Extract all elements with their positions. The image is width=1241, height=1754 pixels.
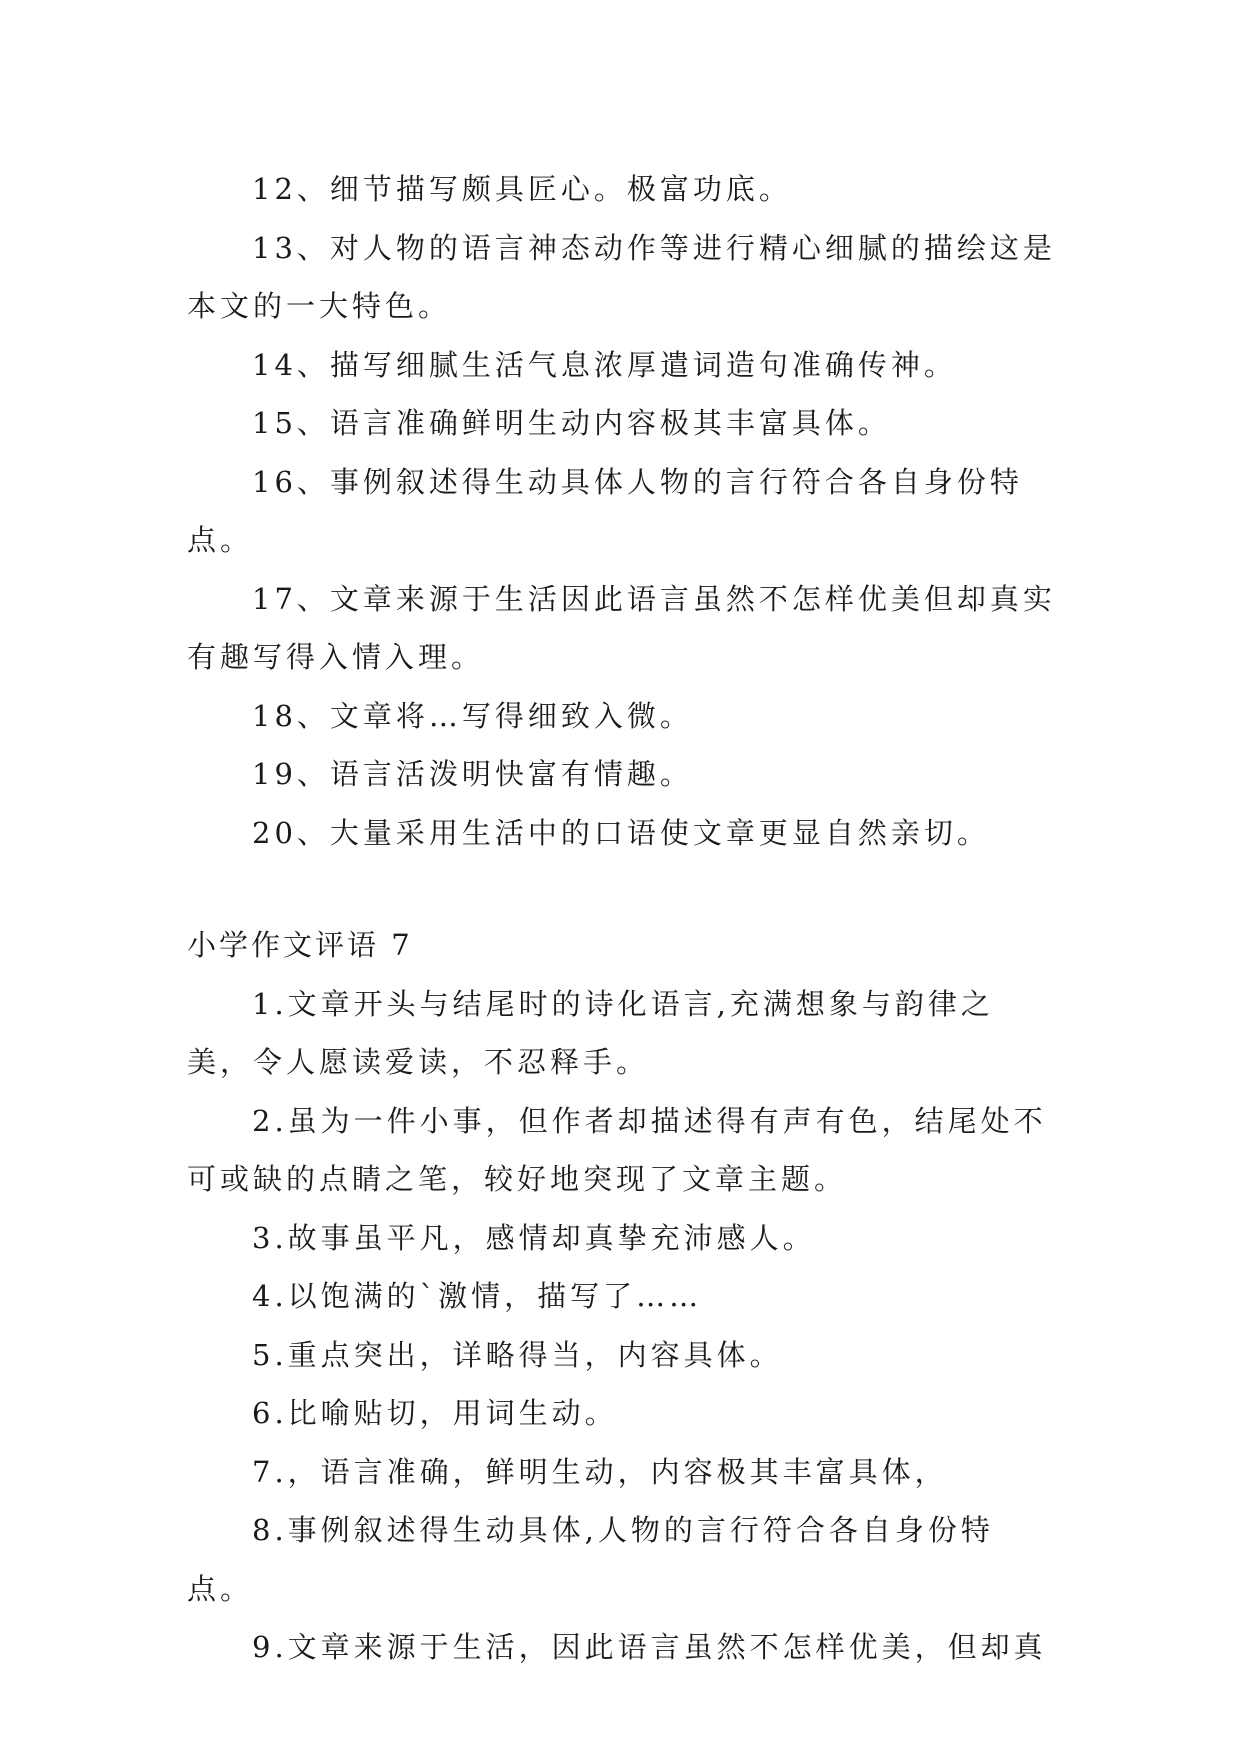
comment-item-7: 7.，语言准确，鲜明生动，内容极其丰富具体， — [252, 1454, 948, 1489]
list-item-16: 16、事例叙述得生动具体人物的言行符合各自身份特点。 — [187, 464, 1023, 557]
comment-item-3: 3.故事虽平凡，感情却真挚充沛感人。 — [252, 1220, 816, 1255]
comment-item-6: 6.比喻贴切，用词生动。 — [252, 1396, 618, 1430]
list-item-20: 20、大量采用生活中的口语使文章更显自然亲切。 — [252, 815, 990, 850]
list-item-13: 13、对人物的语言神态动作等进行精心细腻的描绘这是本文的一大特色。 — [187, 230, 1056, 323]
document-body — [187, 160, 1057, 1677]
section-gap — [187, 862, 1057, 916]
list-item-17: 17、文章来源于生活因此语言虽然不怎样优美但却真实有趣写得入情入理。 — [187, 581, 1056, 674]
list-item-12: 12、细节描写颇具匠心。极富功底。 — [252, 172, 792, 206]
comment-item-8: 8.事例叙述得生动具体,人物的言行符合各自身份特点。 — [187, 1513, 994, 1606]
comment-item-4: 4.以饱满的`激情，描写了…… — [252, 1279, 703, 1313]
list-item-18: 18、文章将…写得细致入微。 — [252, 698, 693, 733]
list-item-15: 15、语言准确鲜明生动内容极其丰富具体。 — [252, 406, 891, 440]
comment-item-5: 5.重点突出，详略得当，内容具体。 — [252, 1337, 783, 1372]
comment-item-1: 1.文章开头与结尾时的诗化语言,充满想象与韵律之美，令人愿读爱读，不忍释手。 — [187, 986, 994, 1079]
comment-item-9: 9.文章来源于生活，因此语言虽然不怎样优美，但却真 — [252, 1630, 1047, 1664]
list-item-19: 19、语言活泼明快富有情趣。 — [252, 757, 693, 791]
comment-item-2: 2.虽为一件小事，但作者却描述得有声有色，结尾处不可或缺的点睛之笔，较好地突现了文章主题。 — [187, 1103, 1047, 1196]
section-heading: 小学作文评语 7 — [187, 928, 413, 962]
list-item-14: 14、描写细腻生活气息浓厚遣词造句准确传神。 — [252, 347, 957, 382]
